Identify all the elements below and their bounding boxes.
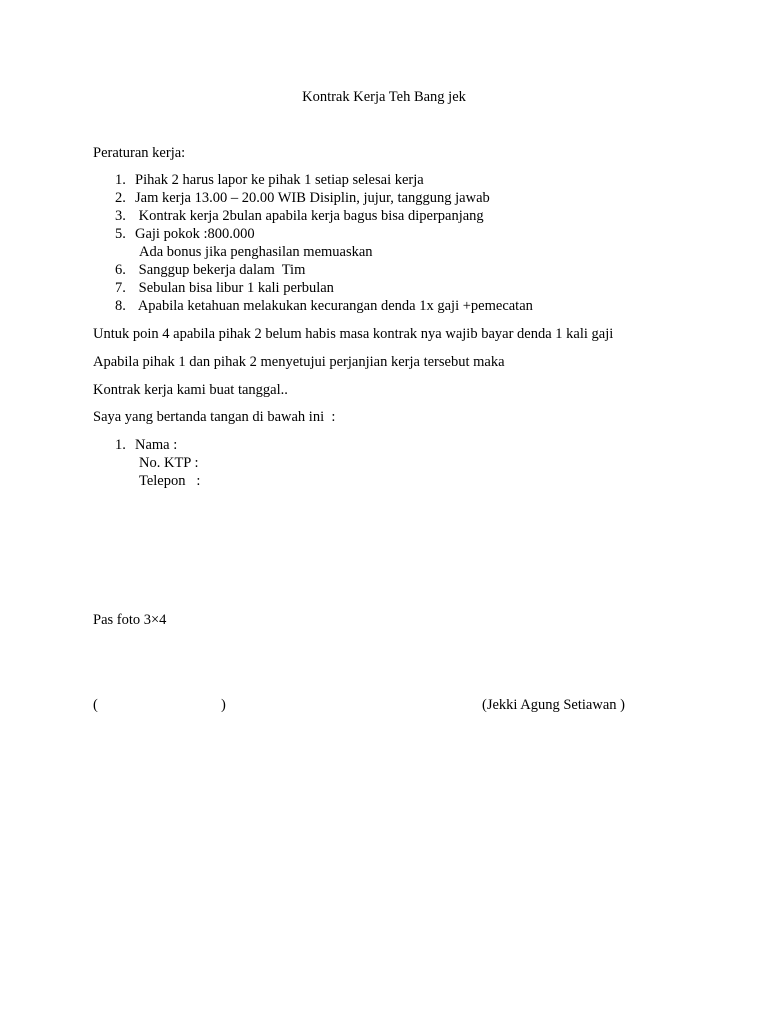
rule-text: Sebulan bisa libur 1 kali perbulan: [135, 280, 334, 296]
rule-item: [115, 279, 533, 297]
paragraph-date: Kontrak kerja kami buat tanggal..: [93, 382, 288, 398]
rule-item: [115, 261, 533, 279]
rule-item: [115, 189, 533, 207]
photo-label: Pas foto 3×4: [93, 612, 167, 628]
field-name: [115, 436, 200, 454]
rules-list: [115, 171, 533, 315]
rule-text: Jam kerja 13.00 – 20.00 WIB Disiplin, jujur, tanggung jawab: [135, 190, 490, 206]
field-ktp: [115, 454, 200, 472]
rule-text: Apabila ketahuan melakukan kecurangan denda 1x gaji +pemecatan: [135, 298, 533, 314]
paragraph-agreement: Apabila pihak 1 dan pihak 2 menyetujui perjanjian kerja tersebut maka: [93, 354, 505, 370]
rule-text: Ada bonus jika penghasilan memuaskan: [139, 244, 373, 260]
rule-item: [115, 225, 533, 243]
rule-item-continuation: [115, 243, 533, 261]
rule-number: 6.: [115, 262, 126, 278]
rule-item: [115, 171, 533, 189]
rules-heading: Peraturan kerja:: [93, 145, 186, 161]
field-label: Nama :: [135, 437, 178, 453]
rule-number: 5.: [115, 226, 126, 242]
signatory-fields: [115, 436, 200, 490]
rule-text: Gaji pokok :800.000: [135, 226, 255, 242]
rule-number: 8.: [115, 298, 126, 314]
rule-number: 3.: [115, 208, 126, 224]
rule-item: [115, 297, 533, 315]
rule-number: 1.: [115, 172, 126, 188]
rule-item: [115, 207, 533, 225]
signature-right: (Jekki Agung Setiawan ): [482, 697, 625, 713]
field-number: 1.: [115, 437, 126, 453]
rule-text: Pihak 2 harus lapor ke pihak 1 setiap selesai kerja: [135, 172, 424, 188]
rule-text: Sanggup bekerja dalam Tim: [135, 262, 306, 278]
signature-left-open: (: [93, 697, 98, 713]
paragraph-signatory-intro: Saya yang bertanda tangan di bawah ini :: [93, 409, 336, 425]
rule-number: 2.: [115, 190, 126, 206]
signature-left-close: ): [221, 697, 226, 713]
field-label: No. KTP :: [139, 455, 199, 471]
paragraph-penalty: Untuk poin 4 apabila pihak 2 belum habis masa kontrak nya wajib bayar denda 1 kali gaji: [93, 326, 614, 342]
document-title: Kontrak Kerja Teh Bang jek: [302, 89, 466, 105]
field-phone: [115, 472, 200, 490]
field-label: Telepon :: [139, 473, 201, 489]
rule-text: Kontrak kerja 2bulan apabila kerja bagus bisa diperpanjang: [135, 208, 484, 224]
rule-number: 7.: [115, 280, 126, 296]
